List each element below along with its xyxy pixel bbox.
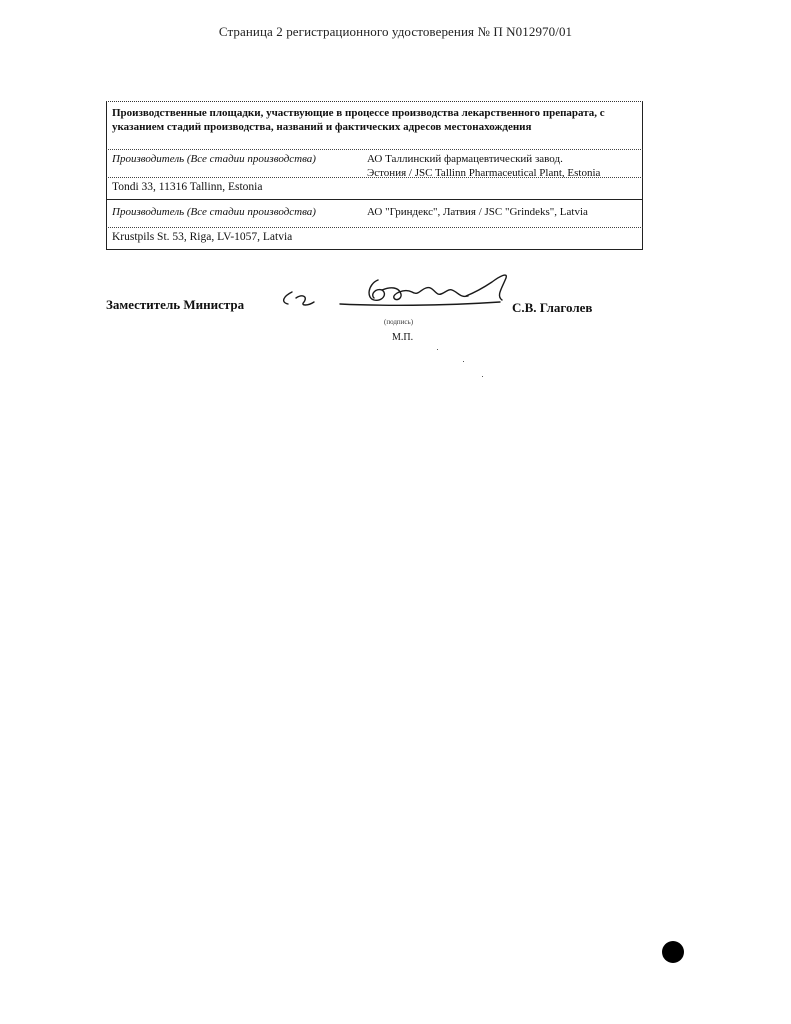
page-corner-dot bbox=[662, 941, 684, 963]
manufacturer-address: Krustpils St. 53, Riga, LV-1057, Latvia bbox=[112, 231, 293, 243]
scan-speck bbox=[463, 361, 464, 362]
handwritten-signature bbox=[270, 262, 540, 318]
table-heading: Производственные площадки, участвующие в процессе производства лекарственного препарата, с указанием стадий производства, названий и фактических адресов местонахождения bbox=[112, 107, 605, 133]
scan-speck bbox=[437, 349, 438, 350]
signature-block bbox=[0, 0, 791, 400]
scan-speck bbox=[482, 376, 483, 377]
seal-label: М.П. bbox=[392, 332, 414, 343]
page-header: Страница 2 регистрационного удостоверения № П N012970/01 bbox=[218, 24, 573, 39]
signature-caption: (подпись) bbox=[384, 318, 414, 326]
deputy-minister-label: Заместитель Министра bbox=[106, 297, 245, 312]
signer-name: С.В. Глаголев bbox=[512, 300, 593, 315]
manufacturer-address: Tondi 33, 11316 Tallinn, Estonia bbox=[112, 181, 263, 193]
manufacturer-label: Производитель (Все стадии производства) bbox=[112, 153, 316, 165]
manufacturer-label: Производитель (Все стадии производства) bbox=[112, 206, 316, 218]
manufacturer-name-line1: АО "Гриндекс", Латвия / JSC "Grindeks", Latvia bbox=[367, 206, 588, 218]
manufacturer-name-line1: АО Таллинский фармацевтический завод. bbox=[367, 153, 563, 165]
manufacturer-name-line2: Эстония / JSC Tallinn Pharmaceutical Plant, Estonia bbox=[367, 167, 601, 179]
